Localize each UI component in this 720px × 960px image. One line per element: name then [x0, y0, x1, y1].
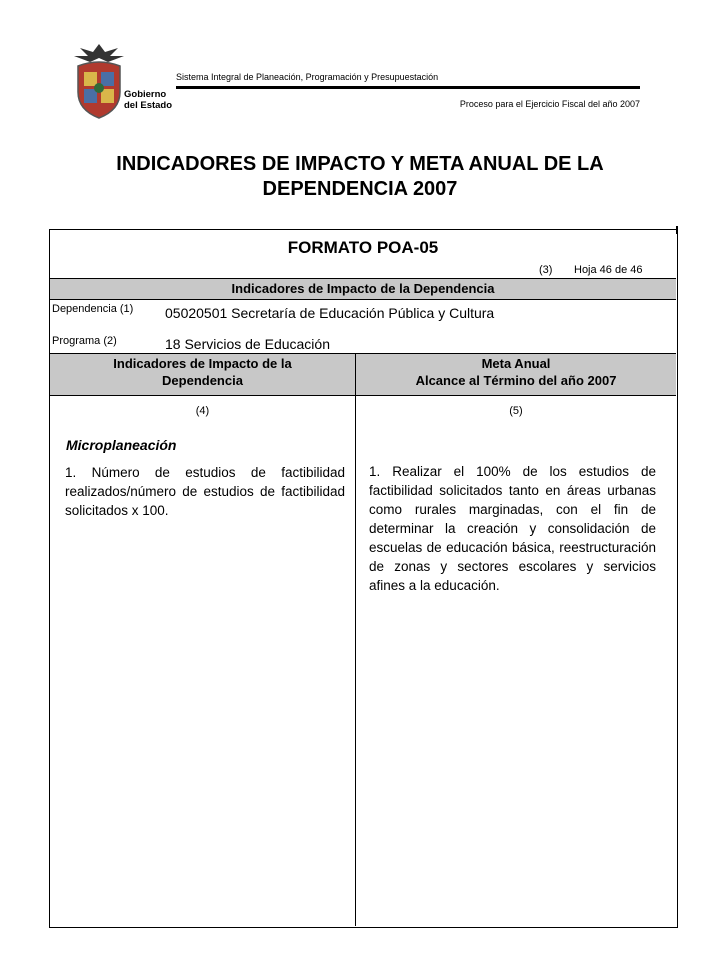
- format-name: FORMATO POA-05: [287, 238, 439, 257]
- sheet-number: Hoja 46 de 46: [574, 264, 643, 276]
- ref-5: (5): [509, 405, 523, 417]
- ref-3: (3): [539, 264, 553, 276]
- column-divider: [355, 353, 356, 926]
- dependencia-label: Dependencia (1): [52, 303, 134, 315]
- page-title: INDICADORES DE IMPACTO Y META ANUAL DE LA DEPENDENCIA 2007: [116, 153, 604, 200]
- header-rule: [176, 86, 640, 89]
- indicator-text: 1. Número de estudios de factibilidad realizados/número de estudios de factibilidad solicitados x 100.: [65, 465, 345, 518]
- col-header-indicators: Indicadores de Impacto de la Dependencia: [113, 356, 292, 388]
- state-seal-icon: [72, 42, 126, 120]
- gobierno-label: Gobierno del Estado: [124, 89, 173, 111]
- col-header-goal: Meta Anual Alcance al Término del año 2007: [415, 356, 617, 388]
- dependencia-value: 05020501 Secretaría de Educación Pública y Cultura: [165, 305, 495, 321]
- process-year: Proceso para el Ejercicio Fiscal del año 2007: [459, 99, 640, 109]
- goal-text: 1. Realizar el 100% de los estudios de factibilidad solicitados tanto en áreas urbanas como rurales marginadas, con el fin de determinar la creación y consolidación de escuelas de educación básica, reestructuración de zonas y sectores escolares y servicios afines a la educación.: [369, 464, 656, 593]
- corner-mark: [676, 226, 678, 234]
- section-title: Indicadores de Impacto de la Dependencia: [231, 281, 495, 296]
- programa-label: Programa (2): [52, 335, 117, 347]
- programa-value: 18 Servicios de Educación: [165, 336, 330, 352]
- system-name: Sistema Integral de Planeación, Programación y Presupuestación: [176, 72, 439, 82]
- subtitle: Microplaneación: [66, 437, 177, 453]
- ref-4: (4): [195, 405, 210, 417]
